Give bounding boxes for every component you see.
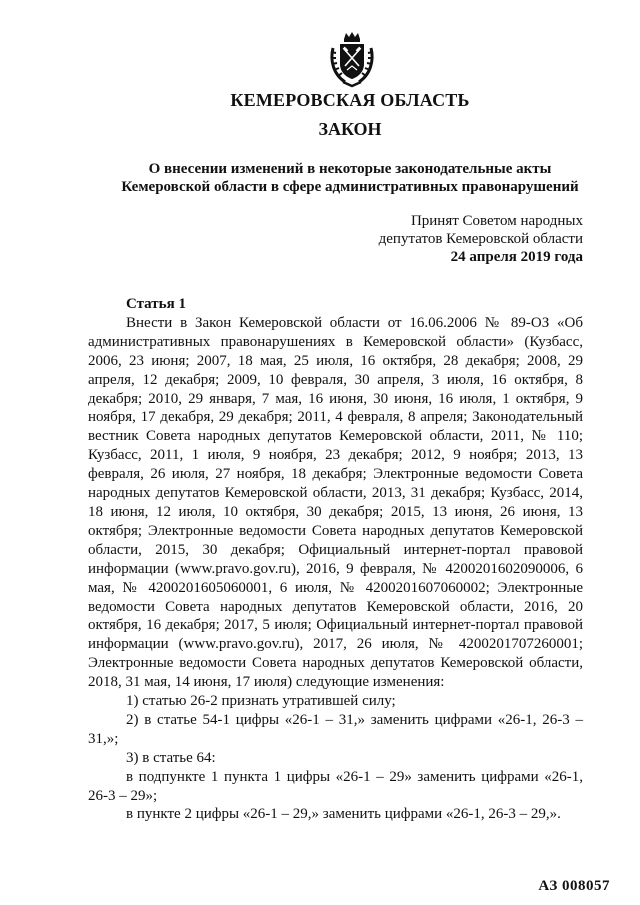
document-type-title: ЗАКОН xyxy=(318,119,382,139)
adoption-line-2: депутатов Кемеровской области xyxy=(378,231,583,247)
article-heading: Статья 1 xyxy=(126,296,186,312)
adoption-line-1: Принят Советом народных xyxy=(410,213,583,229)
law-title xyxy=(100,160,600,196)
adoption-date: 24 апреля 2019 года xyxy=(450,249,583,265)
law-title-line-1: О внесении изменений в некоторые законодательные акты xyxy=(148,161,552,177)
article-item: в пункте 2 цифры «26-1 – 29,» заменить цифрами «26-1, 26-3 – 29,». xyxy=(126,806,561,823)
article-item: в подпункте 1 пункта 1 цифры «26-1 – 29» заменить цифрами «26-1, 26-3 – 29»; xyxy=(88,768,583,804)
coat-of-arms-icon xyxy=(327,30,377,88)
adoption-block xyxy=(379,212,583,266)
document-serial-number: АЗ 008057 xyxy=(538,878,610,894)
article-1 xyxy=(88,295,583,824)
article-item: 3) в статье 64: xyxy=(126,749,216,766)
article-item: 2) в статье 54-1 цифры «26-1 – 31,» заменить цифрами «26-1, 26-3 – 31,»; xyxy=(88,711,583,747)
article-intro-paragraph: Внести в Закон Кемеровской области от 16.06.2006 № 89-ОЗ «Об административных правонарушениях в Кемеровской области» (Кузбасс, 2006, 23 июня; 2007, 18 мая, 25 июля, 16 октября, 28 декабря; 2008, 29 апреля, 12 декабря; 2009, 10 февраля, 30 апреля, 3 июля, 16 октября, 8 декабря; 2010, 29 января, 7 мая, 16 июня, 30 июня, 16 июля, 1 октября, 9 ноября, 17 декабря, 29 декабря; 2011, 4 февраля, 8 апреля; Законодательный вестник Совета народных депутатов Кемеровской области, 2011, № 110; Кузбасс, 2011, 1 июля, 9 ноября, 23 декабря; 2012, 9 ноября; 2013, 13 февраля, 26 июля, 27 ноября, 18 декабря; Электронные ведомости Совета народных депутатов Кемеровской области, 2013, 31 декабря; Кузбасс, 2014, 18 июня, 12 июля, 10 октября, 30 декабря; 2015, 13 июня, 26 июня, 13 октября; Электронные ведомости Совета народных депутатов Кемеровской области, 2015, 30 декабря; Официальный интернет-портал правовой информации (www.pravo.gov.ru), 2016, 9 февраля, № 4200201602090006, 6 мая, № 4200201605060001, 6 июля, № 4200201607060002; Электронные ведомости Совета народных депутатов Кемеровской области, 2016, 20 октября, 16 декабря; 2017, 5 июля; Официальный интернет-портал правовой информации (www.pravo.gov.ru), 2017, 26 июля, № 4200201707260001; Электронные ведомости Совета народных депутатов Кемеровской области, 2018, 31 мая, 14 июня, 17 июля) следующие изменения: xyxy=(88,314,583,691)
region-title: КЕМЕРОВСКАЯ ОБЛАСТЬ xyxy=(230,90,470,110)
article-item: 1) статью 26-2 признать утратившей силу; xyxy=(126,693,396,710)
law-title-line-2: Кемеровской области в сфере административных правонарушений xyxy=(121,179,579,195)
